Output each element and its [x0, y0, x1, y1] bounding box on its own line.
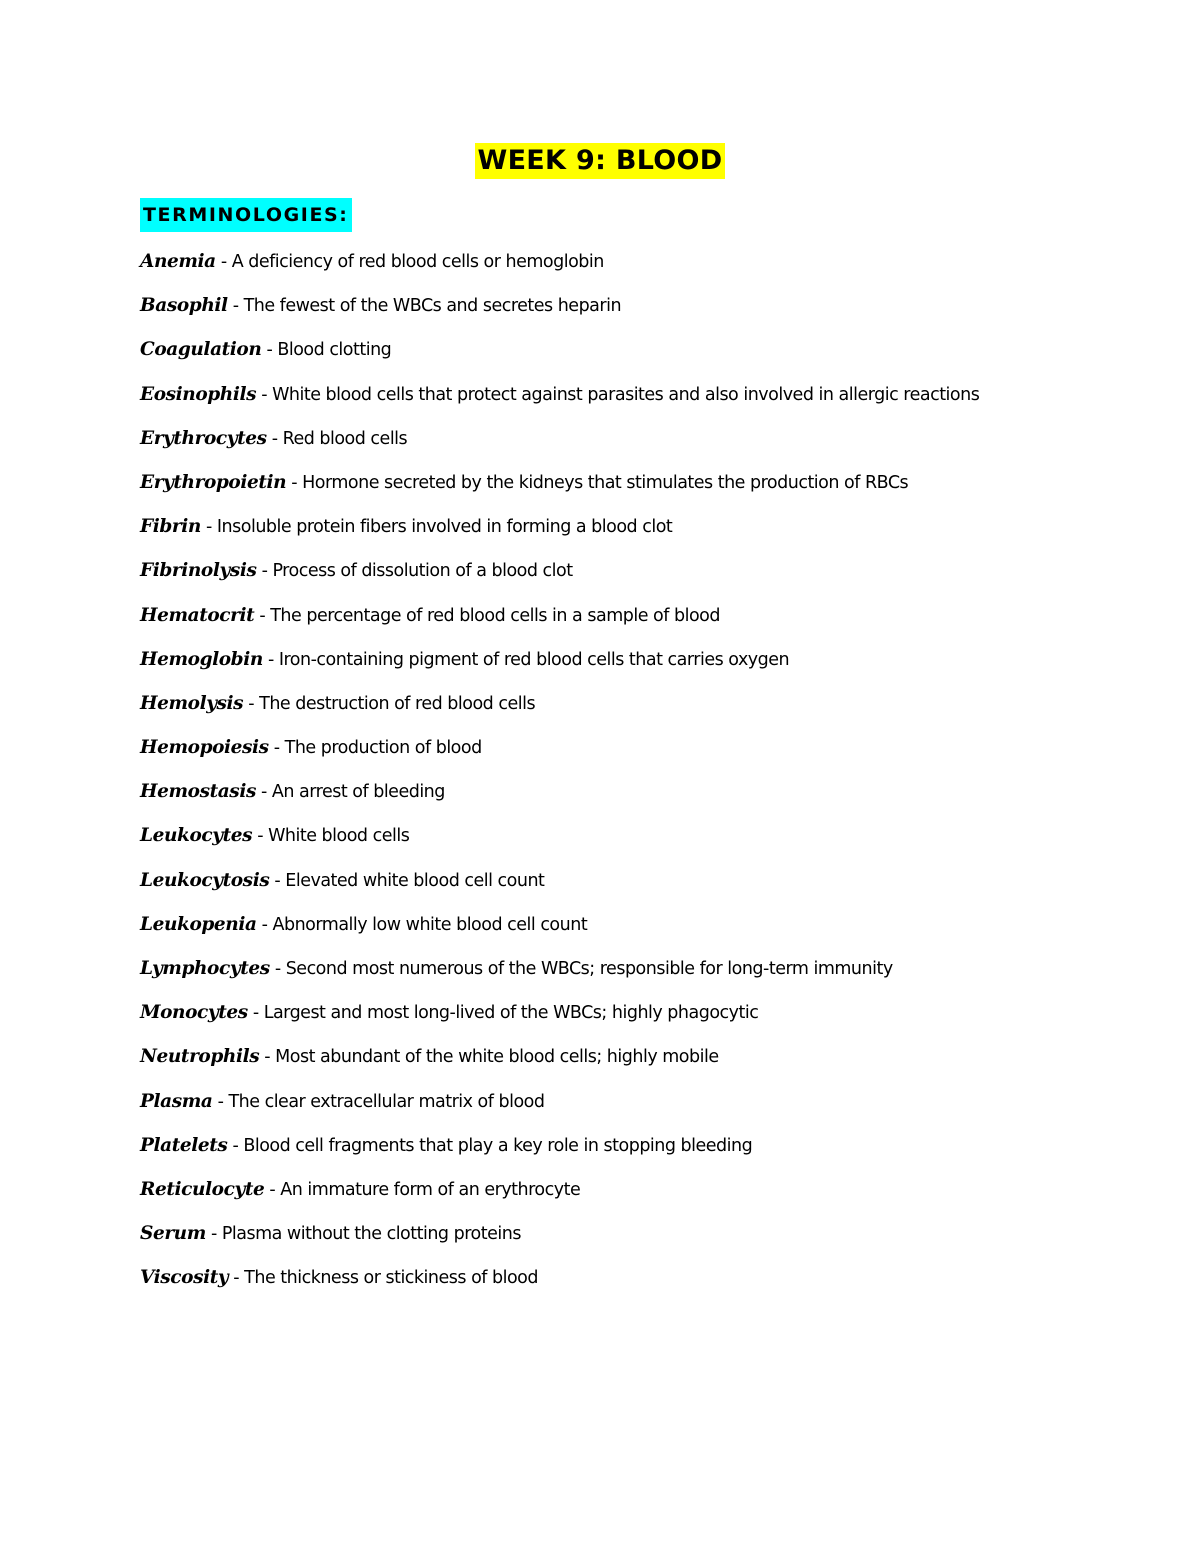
- term-definition: - The production of blood: [268, 738, 482, 759]
- term-name: Coagulation: [140, 339, 262, 361]
- term-definition: - Plasma without the clotting proteins: [205, 1224, 521, 1245]
- term-definition: - Red blood cells: [266, 428, 408, 449]
- page-title: WEEK 9: BLOOD: [475, 143, 724, 179]
- term-name: Platelets: [140, 1134, 228, 1156]
- term-name: Hemopoiesis: [140, 737, 269, 759]
- term-row-hemoglobin: [140, 642, 1140, 686]
- term-row-leukocytosis: [140, 863, 1140, 907]
- term-name: Fibrin: [140, 516, 201, 538]
- terms-list: [140, 244, 1140, 1305]
- term-name: Anemia: [140, 251, 216, 272]
- term-definition: - An immature form of an erythrocyte: [264, 1179, 581, 1200]
- term-definition: - An arrest of bleeding: [255, 782, 445, 803]
- term-definition: - Hormone secreted by the kidneys that stimulates the production of RBCs: [286, 472, 909, 493]
- term-definition: - Elevated white blood cell count: [269, 870, 545, 891]
- term-definition: - The clear extracellular matrix of blood: [212, 1091, 545, 1112]
- term-row-basophil: [140, 288, 1140, 332]
- term-definition: - Most abundant of the white blood cells; highly mobile: [259, 1047, 719, 1068]
- term-row-hematocrit: [140, 598, 1140, 642]
- term-definition: - Insoluble protein fibers involved in forming a blood clot: [200, 517, 673, 538]
- term-row-reticulocyte: [140, 1172, 1140, 1216]
- term-row-viscosity: [140, 1260, 1140, 1304]
- term-row-hemostasis: [140, 774, 1140, 818]
- term-definition: - Abnormally low white blood cell count: [256, 914, 588, 935]
- term-definition: - Second most numerous of the WBCs; responsible for long-term immunity: [269, 959, 893, 979]
- title-wrapper: [0, 143, 1200, 179]
- term-name: Lymphocytes: [140, 958, 270, 979]
- term-definition: - Iron-containing pigment of red blood cells that carries oxygen: [262, 649, 790, 670]
- term-row-leukocytes: [140, 818, 1140, 862]
- section-heading: TERMINOLOGIES:: [140, 198, 352, 232]
- term-name: Reticulocyte: [140, 1178, 265, 1200]
- term-name: Hemolysis: [140, 692, 244, 714]
- term-row-plasma: [140, 1084, 1140, 1128]
- term-name: Monocytes: [140, 1002, 248, 1024]
- term-row-neutrophils: [140, 1039, 1140, 1083]
- term-name: Leukocytosis: [140, 869, 270, 891]
- term-definition: - The thickness or stickiness of blood: [228, 1268, 538, 1289]
- term-row-lymphocytes: [140, 951, 1140, 995]
- term-definition: - The destruction of red blood cells: [243, 693, 536, 714]
- term-definition: - Largest and most long-lived of the WBCs; highly phagocytic: [247, 1003, 759, 1024]
- term-name: Plasma: [140, 1090, 213, 1112]
- term-name: Neutrophils: [140, 1046, 260, 1068]
- term-row-fibrinolysis: [140, 553, 1140, 597]
- term-name: Erythropoietin: [140, 471, 287, 493]
- term-name: Eosinophils: [140, 383, 257, 405]
- term-name: Leukopenia: [140, 913, 257, 935]
- term-name: Serum: [140, 1223, 206, 1245]
- term-name: Leukocytes: [140, 825, 253, 847]
- term-row-monocytes: [140, 995, 1140, 1039]
- term-row-erythrocytes: [140, 421, 1140, 465]
- term-row-hemopoiesis: [140, 730, 1140, 774]
- term-name: Hemostasis: [140, 781, 256, 803]
- term-name: Basophil: [140, 295, 228, 317]
- term-definition: - Process of dissolution of a blood clot: [256, 561, 573, 582]
- term-row-coagulation: [140, 332, 1140, 376]
- term-name: Hematocrit: [140, 604, 255, 626]
- term-row-serum: [140, 1216, 1140, 1260]
- term-name: Erythrocytes: [140, 427, 267, 449]
- term-definition: - A deficiency of red blood cells or hemoglobin: [215, 252, 604, 272]
- term-row-platelets: [140, 1128, 1140, 1172]
- term-definition: - The fewest of the WBCs and secretes heparin: [227, 296, 622, 317]
- term-definition: - The percentage of red blood cells in a sample of blood: [254, 605, 720, 626]
- term-name: Hemoglobin: [140, 648, 263, 670]
- term-definition: - White blood cells that protect against parasites and also involved in allergic reactions: [256, 384, 980, 405]
- term-definition: - White blood cells: [252, 826, 410, 847]
- term-row-eosinophils: [140, 377, 1140, 421]
- term-name: Viscosity: [140, 1267, 229, 1289]
- term-row-anemia: [140, 244, 1140, 288]
- term-definition: - Blood clotting: [261, 340, 392, 361]
- term-row-hemolysis: [140, 686, 1140, 730]
- term-name: Fibrinolysis: [140, 560, 257, 582]
- term-row-erythropoietin: [140, 465, 1140, 509]
- term-row-leukopenia: [140, 907, 1140, 951]
- term-row-fibrin: [140, 509, 1140, 553]
- term-definition: - Blood cell fragments that play a key role in stopping bleeding: [227, 1135, 753, 1156]
